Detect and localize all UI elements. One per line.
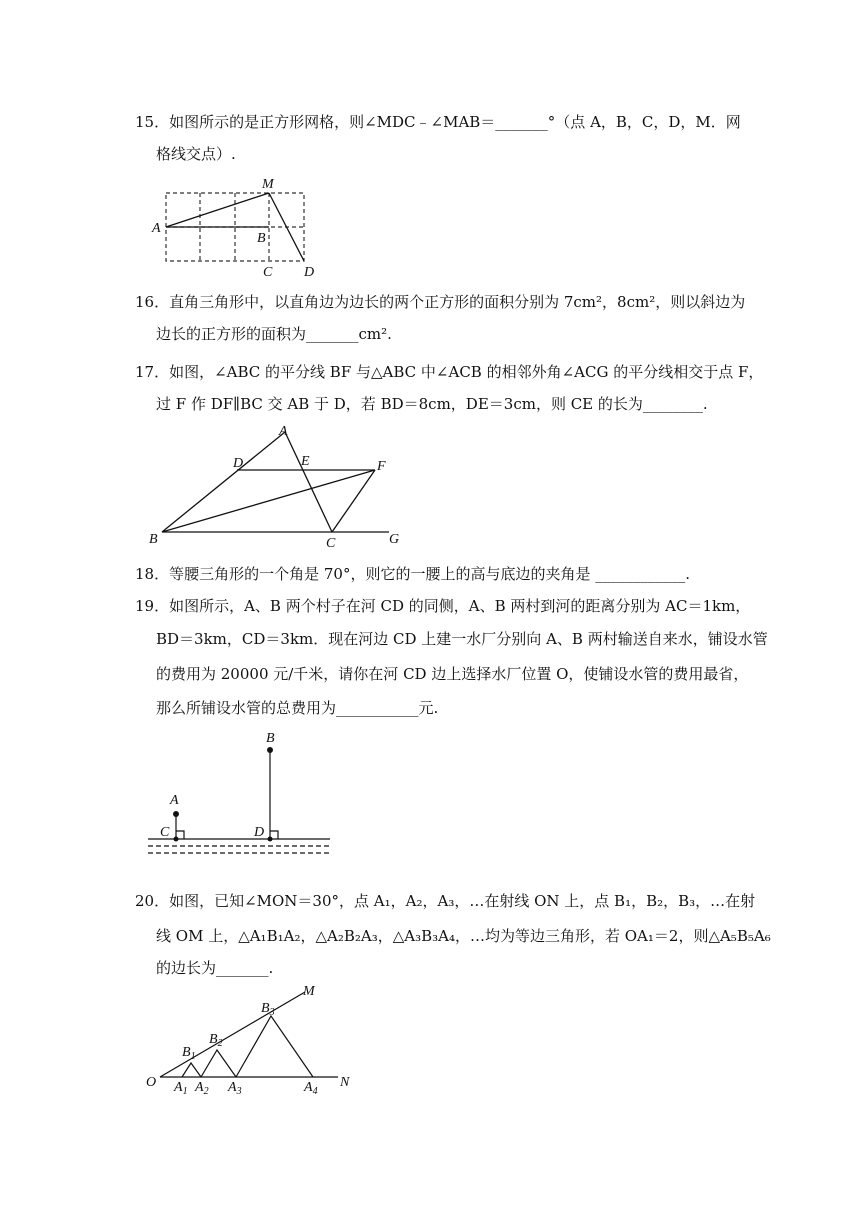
- label-e: E: [301, 454, 310, 469]
- label-b: B: [149, 532, 158, 547]
- q18-line1: 18．等腰三角形的一个角是 70°，则它的一腰上的高与底边的夹角是 ____________.: [135, 565, 690, 583]
- label-a1: $A_1$: [174, 1080, 188, 1095]
- label-b3: $B_3$: [261, 1001, 275, 1018]
- figure-17-triangle: [145, 420, 415, 550]
- q17-line1: 17．如图，∠ABC 的平分线 BF 与△ABC 中∠ACB 的相邻外角∠ACG 的平分线相交于点 F，: [135, 363, 764, 381]
- label-b2: $B_2$: [209, 1032, 223, 1049]
- label-a: A: [279, 424, 288, 439]
- figure-15-grid: [150, 172, 330, 282]
- figure-20-triangles: [140, 980, 360, 1095]
- label-d: D: [304, 265, 315, 280]
- figure-19-river: [140, 726, 340, 861]
- label-b: B: [266, 731, 275, 746]
- label-f: F: [377, 459, 386, 474]
- q16-line1: 16．直角三角形中，以直角边为边长的两个正方形的面积分别为 7cm²，8cm²，则以斜边为: [135, 293, 746, 311]
- label-a3: $A_3$: [228, 1080, 242, 1095]
- label-m: M: [262, 177, 274, 192]
- q20-line1: 20．如图，已知∠MON＝30°，点 A₁，A₂，A₃，…在射线 ON 上，点 B₁，B₂，B₃，…在射: [135, 892, 756, 910]
- label-c: C: [326, 536, 336, 550]
- label-a2: $A_2$: [195, 1080, 209, 1095]
- label-b1: $B_1$: [182, 1045, 196, 1062]
- label-m: M: [303, 984, 315, 999]
- q15-line1: 15．如图所示的是正方形网格，则∠MDC﹣∠MAB＝_______°（点 A，B，C，D，M．网: [135, 113, 741, 131]
- q19-line4: 那么所铺设水管的总费用为___________元.: [156, 699, 439, 717]
- label-b: B: [257, 231, 266, 246]
- q19-line3: 的费用为 20000 元/千米，请你在河 CD 边上选择水厂位置 O，使铺设水管的费用最省，: [156, 665, 749, 683]
- label-o: O: [146, 1075, 157, 1090]
- label-n: N: [340, 1075, 350, 1090]
- q17-line2: 过 F 作 DF∥BC 交 AB 于 D，若 BD＝8cm，DE＝3cm，则 CE 的长为________.: [156, 395, 708, 413]
- label-d: D: [233, 456, 244, 471]
- label-c: C: [160, 825, 170, 840]
- q20-line3: 的边长为_______.: [156, 959, 274, 977]
- q19-line1: 19．如图所示，A、B 两个村子在河 CD 的同侧，A、B 两村到河的距离分别为 AC＝1km，: [135, 597, 751, 615]
- q20-line2: 线 OM 上，△A₁B₁A₂，△A₂B₂A₃，△A₃B₃A₄，…均为等边三角形，若 OA₁＝2，则△A₅B₅A₆: [156, 927, 771, 945]
- label-a: A: [170, 793, 179, 808]
- q15-line2: 格线交点）.: [156, 145, 236, 163]
- label-d: D: [254, 825, 265, 840]
- label-g: G: [389, 532, 400, 547]
- label-a: A: [152, 221, 161, 236]
- label-a4: $A_4$: [304, 1080, 318, 1095]
- q16-line2: 边长的正方形的面积为_______cm².: [156, 325, 392, 343]
- q19-line2: BD＝3km，CD＝3km．现在河边 CD 上建一水厂分别向 A、B 两村输送自来水，铺设水管: [156, 630, 768, 648]
- label-c: C: [263, 265, 273, 280]
